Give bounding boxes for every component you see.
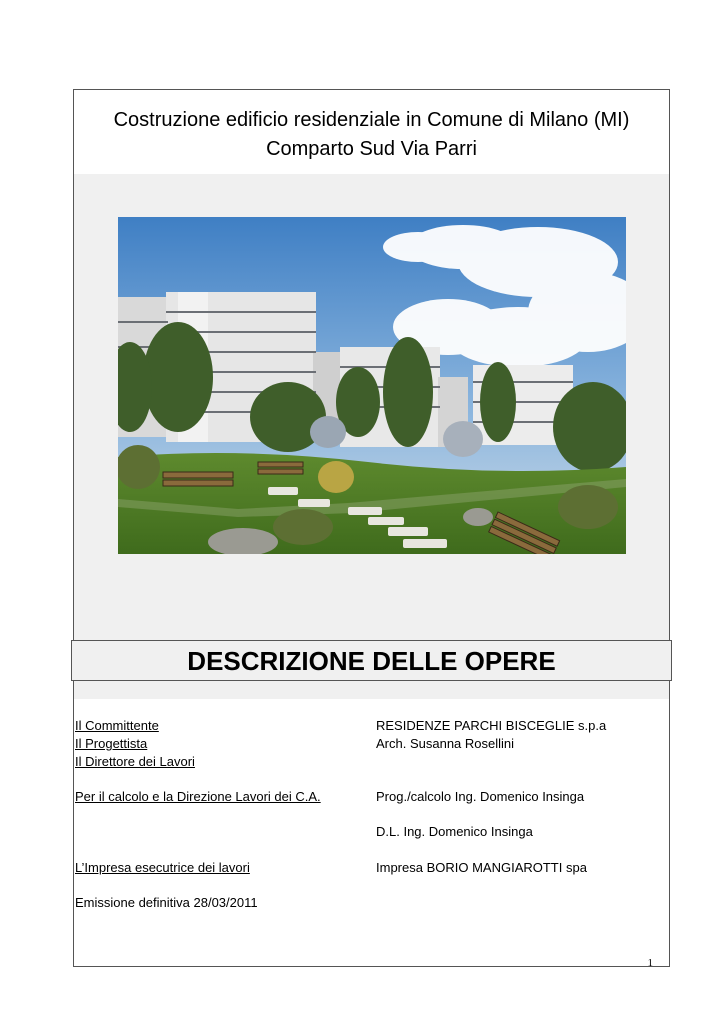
impresa-label: L’Impresa esecutrice dei lavori xyxy=(75,860,250,875)
direttore-label: Il Direttore dei Lavori xyxy=(75,754,195,769)
committente-value: RESIDENZE PARCHI BISCEGLIE s.p.a xyxy=(376,718,607,733)
document-heading: DESCRIZIONE DELLE OPERE xyxy=(71,640,672,681)
progettista-value: Arch. Susanna Rosellini xyxy=(376,736,515,751)
project-subtitle: Comparto Sud Via Parri xyxy=(266,138,477,160)
title-block xyxy=(74,90,669,174)
committente-label: Il Committente xyxy=(75,718,159,733)
direzione-lavori-value: D.L. Ing. Domenico Insinga xyxy=(376,824,533,839)
impresa-value: Impresa BORIO MANGIAROTTI spa xyxy=(376,860,587,875)
project-title: Costruzione edificio residenziale in Comune di Milano (MI) xyxy=(113,109,630,131)
calcolo-label: Per il calcolo e la Direzione Lavori dei C.A. xyxy=(75,789,321,804)
cover-rendering-image xyxy=(118,217,626,554)
calcolo-value: Prog./calcolo Ing. Domenico Insinga xyxy=(376,789,585,804)
emissione-date: Emissione definitiva 28/03/2011 xyxy=(75,895,258,910)
page-number: 1 xyxy=(647,957,653,969)
progettista-label: Il Progettista xyxy=(75,736,148,751)
